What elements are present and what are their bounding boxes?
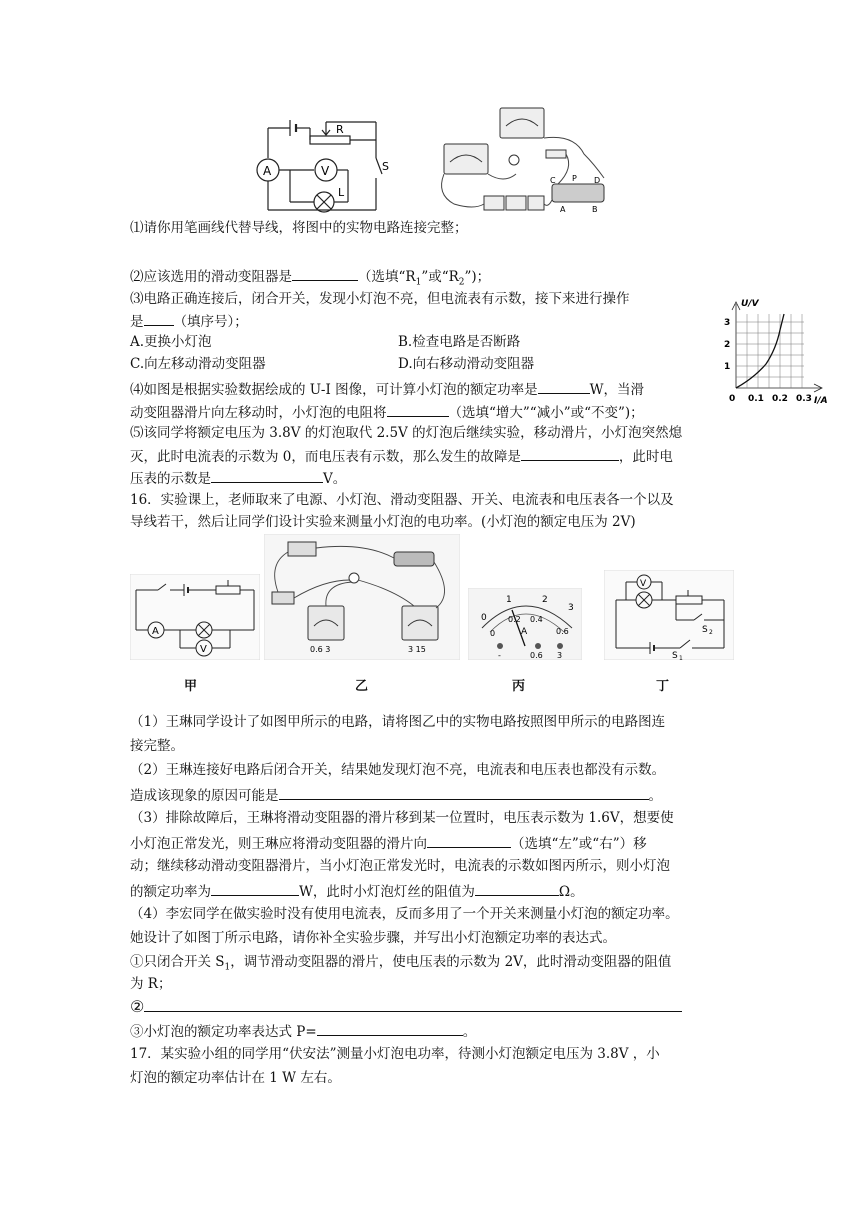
answer-blank[interactable] <box>211 468 323 483</box>
svg-text:0.3: 0.3 <box>796 394 812 404</box>
svg-text:I/A: I/A <box>814 396 828 406</box>
svg-text:D: D <box>594 176 601 185</box>
q15-part1: ⑴请你用笔画线代替导线，将图中的实物电路连接完整； <box>130 220 468 236</box>
ammeter-label: A <box>263 164 272 178</box>
svg-text:1: 1 <box>724 362 731 372</box>
svg-text:2: 2 <box>724 340 731 350</box>
option-a: A.更换小灯泡 <box>130 334 212 350</box>
q15-part2: ⑵应该选用的滑动变阻器是 （选填“$R_1$”或“$R_2$”)； <box>130 266 490 292</box>
q17-line1: 17．某实验小组的同学用“伏安法”测量小灯泡电功率，待测小灯泡额定电压为 3.8V ，小 <box>130 1046 660 1062</box>
svg-text:0.6: 0.6 <box>530 651 543 660</box>
switch-label: S <box>382 160 389 173</box>
q16-part1-line1: （1）王琳同学设计了如图甲所示的电路，请将图乙中的实物电路按照图甲所示的电路图连 <box>130 714 666 730</box>
answer-blank[interactable] <box>317 1021 463 1036</box>
svg-text:0: 0 <box>490 629 496 638</box>
svg-text:S: S <box>672 651 678 660</box>
answer-blank[interactable] <box>427 833 511 848</box>
svg-text:0.4: 0.4 <box>530 615 543 624</box>
svg-text:C: C <box>550 176 556 185</box>
caption-ding: 丁 <box>656 679 670 694</box>
svg-text:V: V <box>200 644 207 655</box>
q16-part3-line3: 动；继续移动滑动变阻器滑片，当小灯泡正常发光时，电流表的示数如图丙所示，则小灯泡 <box>130 858 670 874</box>
svg-text:3: 3 <box>557 651 563 660</box>
figure-jia <box>130 574 260 660</box>
svg-text:A: A <box>560 205 566 214</box>
svg-text:S: S <box>702 625 708 635</box>
q16-part4-line2: 她设计了如图丁所示电路，请你补全实验步骤，并写出小灯泡额定功率的表达式。 <box>130 930 616 946</box>
q16-part3-line1: （3）排除故障后，王琳将滑动变阻器的滑片移到某一位置时，电压表示数为 1.6V，想要使 <box>130 810 674 826</box>
svg-text:P: P <box>572 174 577 183</box>
q16-step1-line2: 为 R； <box>130 976 172 992</box>
answer-blank[interactable] <box>144 311 174 326</box>
q15-part3-line2: 是 （填序号）； <box>130 311 248 331</box>
voltmeter-label: V <box>321 164 330 178</box>
apparatus-photo-q15 <box>434 104 610 216</box>
q16-part2-line2: 造成该现象的原因可能是 。 <box>130 785 662 805</box>
svg-text:U/V: U/V <box>741 299 759 309</box>
figure-yi <box>264 534 460 660</box>
svg-text:V: V <box>640 579 647 589</box>
caption-yi: 乙 <box>355 679 369 694</box>
q15-part3-line1: ⑶电路正确连接后，闭合开关，发现小灯泡不亮，但电流表有示数，接下来进行操作 <box>130 291 630 307</box>
option-c: C.向左移动滑动变阻器 <box>130 356 266 372</box>
svg-text:3 15: 3 15 <box>408 645 426 654</box>
figure-bing-ammeter <box>468 588 582 660</box>
svg-text:0.6: 0.6 <box>556 627 569 636</box>
q16-part4-line1: （4）李宏同学在做实验时没有使用电流表，反而多用了一个开关来测量小灯泡的额定功率。 <box>130 906 679 922</box>
svg-text:1: 1 <box>506 595 512 605</box>
svg-text:0: 0 <box>481 613 487 623</box>
svg-text:3: 3 <box>568 603 574 613</box>
circuit-diagram-q15 <box>248 118 398 216</box>
svg-text:A: A <box>152 626 159 637</box>
answer-blank[interactable] <box>387 402 449 417</box>
svg-text:0.2: 0.2 <box>508 615 521 624</box>
q16-part2-line1: （2）王琳连接好电路后闭合开关，结果她发现灯泡不亮，电流表和电压表也都没有示数。 <box>130 762 666 778</box>
q16-part3-line2: 小灯泡正常发光，则王琳应将滑动变阻器的滑片向 （选填“左”或“右”）移 <box>130 833 647 853</box>
q15-part4-line2: 动变阻器滑片向左移动时，小灯泡的电阻将 （选填“增大”“减小”或“不变”)； <box>130 402 644 422</box>
q15-part4-line1: ⑷如图是根据实验数据绘成的 U-I 图像，可计算小灯泡的额定功率是 W，当滑 <box>130 379 644 399</box>
svg-text:A: A <box>521 627 528 637</box>
svg-text:0.2: 0.2 <box>772 394 788 404</box>
q16-step3: ③小灯泡的额定功率表达式 P= 。 <box>130 1021 476 1041</box>
q16-part3-line4: 的额定功率为 W，此时小灯泡灯丝的阻值为 Ω。 <box>130 881 584 901</box>
answer-blank[interactable] <box>279 785 649 800</box>
q17-line2: 灯泡的额定功率估计在 1 W 左右。 <box>130 1070 341 1086</box>
svg-text:0: 0 <box>729 394 736 404</box>
answer-blank[interactable] <box>211 881 299 896</box>
svg-text:3: 3 <box>724 318 731 328</box>
q15-part5-line2: 灭，此时电流表的示数为 0，而电压表有示数，那么发生的故障是 ，此时电 <box>130 446 673 466</box>
figure-ding <box>604 570 734 660</box>
svg-text:2: 2 <box>542 595 548 605</box>
answer-blank[interactable] <box>144 997 682 1012</box>
lamp-label: L <box>338 186 345 199</box>
svg-text:2: 2 <box>709 629 713 636</box>
rheostat-label: R <box>336 123 344 136</box>
option-d: D.向右移动滑动变阻器 <box>398 356 535 372</box>
answer-blank[interactable] <box>292 266 358 281</box>
svg-text:1: 1 <box>679 655 683 660</box>
option-b: B.检查电路是否断路 <box>398 334 521 350</box>
q16-intro-line1: 16．实验课上，老师取来了电源、小灯泡、滑动变阻器、开关、电流表和电压表各一个以及 <box>130 492 674 508</box>
caption-jia: 甲 <box>184 679 198 694</box>
q16-step1-line1: ①只闭合开关 $S_1$，调节滑动变阻器的滑片，使电压表的示数为 2V，此时滑动变阻器的阻值 <box>130 954 672 973</box>
svg-text:B: B <box>592 205 598 214</box>
svg-text:-: - <box>498 651 501 660</box>
svg-text:0.6 3: 0.6 3 <box>310 645 331 654</box>
q16-intro-line2: 导线若干，然后让同学们设计实验来测量小灯泡的电功率。(小灯泡的额定电压为 2V) <box>130 514 636 530</box>
q15-part5-line3: 压表的示数是 V。 <box>130 468 346 488</box>
answer-blank[interactable] <box>521 446 619 461</box>
answer-blank[interactable] <box>538 379 590 394</box>
ui-graph <box>714 294 836 410</box>
q15-part5-line1: ⑸该同学将额定电压为 3.8V 的灯泡取代 2.5V 的灯泡后继续实验，移动滑片，小灯泡突然熄 <box>130 425 683 441</box>
answer-blank[interactable] <box>475 881 559 896</box>
q16-part1-line2: 接完整。 <box>130 738 184 754</box>
svg-text:0.1: 0.1 <box>748 394 764 404</box>
q16-step2: ② <box>130 997 682 1016</box>
caption-bing: 丙 <box>512 679 526 694</box>
